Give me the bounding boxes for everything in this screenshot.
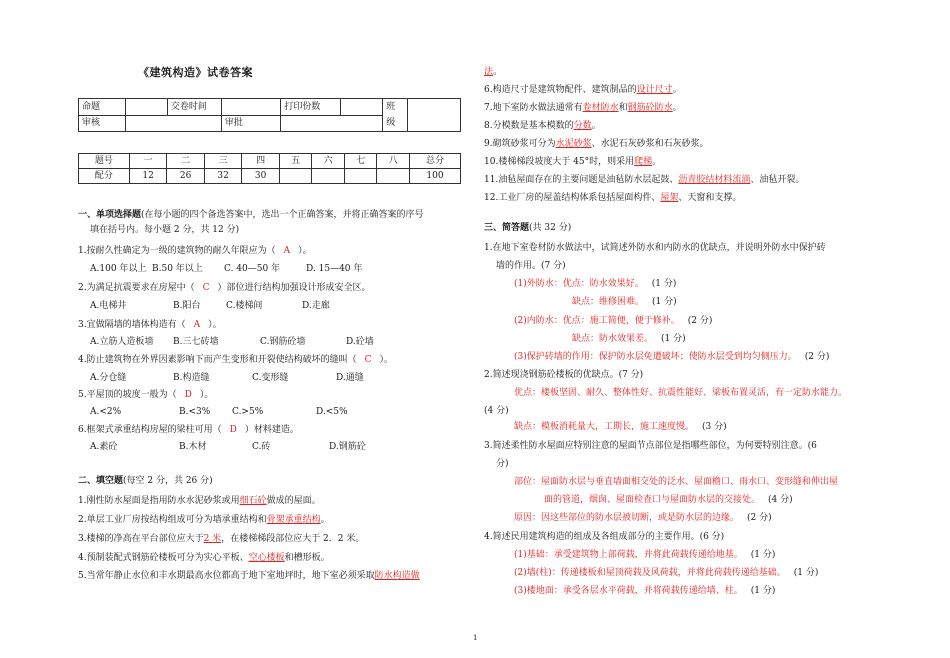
fill-1: 1.刚性防水屋面是指用防水水泥砂浆或用细石砼做成的屋面。: [78, 496, 321, 506]
fill-2: 2.单层工业厂房按结构组成可分为墙承重结构和骨架承重结构。: [78, 515, 330, 525]
question-1: 1.按耐久性确定为一级的建筑物的耐久年限应为（ A ）。: [78, 246, 312, 256]
fill-6: 6.构造尺寸是建筑物配件、建筑制品的设计尺寸。: [484, 85, 682, 95]
score-value-row: 配分 12 26 32 30 100: [79, 169, 461, 184]
answer-4: C: [364, 355, 372, 365]
fill-answer-1: 细石砼: [239, 496, 267, 506]
short-answer-3-line-2: 原因：因这些部位的防水层被切断，或是防水层的边缘。 (2 分): [514, 513, 772, 523]
fill-answer-4: 空心楼板: [248, 553, 285, 563]
score-header-row: 题号 一 二 三 四 五 六 七 八 总分: [79, 154, 461, 169]
short-answer-2-line-1: 优点：楼板坚固、耐久、整体性好、抗震性能好、梁板布置灵活，有一定防水能力。: [514, 388, 848, 398]
fill-answer-11: 沥青胶结材料流淌: [678, 175, 751, 185]
fill-10: 10.楼梯梯段坡度大于 45°时，则采用爬梯。: [484, 157, 662, 167]
score-table: [78, 153, 461, 184]
short-answer-1-line-1: (1)外防水：优点：防水效果好。 (1 分): [514, 279, 677, 289]
fill-5-cont: 法。: [484, 67, 503, 77]
question-2: 2.为满足抗震要求在房屋中（ C ）部位进行结构加强设计形成安全区。: [78, 283, 371, 293]
section1-heading: 一、单项选择题(在每小题的四个备选答案中，选出一个正确答案，并将正确答案的序号: [78, 210, 424, 220]
options-6: A.素砼 B.木材 C.砖 D.钢筋砼: [90, 442, 366, 452]
short-answer-4-line-2: (2)墙(柱)：传递楼板和屋顶荷载及风荷载，并将此荷载传递给基础。 (1 分): [514, 568, 819, 578]
fill-5: 5.当常年静止水位和丰水期最高水位都高于地下室地坪时，地下室必须采取防水构造做: [78, 571, 420, 581]
section3-heading: 三、简答题(共 32 分): [484, 223, 572, 233]
fill-11: 11.油毡屋面存在的主要问题是油毡防水层起鼓、沥青胶结材料流淌、油毡开裂。: [484, 175, 805, 185]
cell-label-jiaojuan: 交卷时间: [167, 99, 221, 116]
short-answer-2-question: 2.简述现浇钢筋砼楼板的优缺点。(7 分): [484, 370, 644, 380]
exam-page: 《建筑构造》试卷答案 命题 交卷时间 打印份数 班 级 审核 审批 题号 一 二 三 四 五 六 七 八 总分 配分 12 26 32 30 100 一、单项选择题(在每小题的四个备选答案中，选出一个正确答案，并将正确答案的序号 填在括号内。每小题 2 分，共 12 分) 1.按耐久性确定为一级的建筑物的耐久年限应为（ A ）。 A.100 年以上 B.50 年以上 C. 40—50 年 D. 15—40 年 2.为满足抗震要求在房屋中（ C ）部位进行结构加强设计形成安全区。 A.电梯井 B.阳台 C.楼梯间 D.走廊 3.宜做隔墙的墙体构造有（ A ）。 A.立筋人造板墙 B.三七砖墙 C.钢筋砼墙 D.砼墙 4.防止建筑物在外界因素影响下而产生变形和开裂使结构破坏的缝叫（ C ）。 A.分仓缝 B.构造缝 C.变形缝 D.通缝 5.平屋顶的坡度一般为（ D ）。 A.<2% B.<3% C.>5% D.<5% 6.框架式承重结构房屋的梁柱可用（ D ）材料建造。 A.素砼 B.木材 C.砖 D.钢筋砼 二、填空题(每空 2 分，共 26 分) 1.刚性防水屋面是指用防水水泥砂浆或用细石砼做成的屋面。 2.单层工业厂房按结构组成可分为墙承重结构和骨架承重结构。 3.楼梯的净高在平台部位应大于2 米，在楼梯梯段部位应大于 2．2 米。 4.预制装配式钢筋砼楼板可分为实心平板、空心楼板和槽形板。 5.当常年静止水位和丰水期最高水位都高于地下室地坪时，地下室必须采取防水构造做 1 法。 6.构造尺寸是建筑物配件、建筑制品的设计尺寸。 7.地下室防水做法通常有卷材防水和钢筋砼防水。 8.分模数是基本模数的分数。 9.砌筑砂浆可分为水泥砂浆、水泥石灰砂浆和石灰砂浆。 10.楼梯梯段坡度大于 45°时，则采用爬梯。 11.油毡屋面存在的主要问题是油毡防水层起鼓、沥青胶结材料流淌、油毡开裂。 12.工业厂房的屋盖结构体系包括屋面构件、屋架、天窗和支撑。 三、简答题(共 32 分) 1.在地下室卷材防水做法中，试简述外防水和内防水的优缺点，并说明外防水中保护砖 墙的作用。(7 分) (1)外防水：优点：防水效果好。 (1 分) 缺点：维修困难。 (1 分) (2)内防水：优点：施工简便，便于修补。 (2 分) 缺点：防水效果差。 (1 分) (3)保护砖墙的作用：保护防水层免遭破坏；使防水层受到均匀侧压力。 (2 分) 2.简述现浇钢筋砼楼板的优缺点。(7 分) 优点：楼板坚固、耐久、整体性好、抗震性能好、梁板布置灵活，有一定防水能力。 (4 分) 缺点：模板消耗量大，工期长，施工速度慢。 (3 分) 3.简述柔性防水屋面应特别注意的屋面节点部位是指哪些部位，为何要特别注意。(6 分) 部位：屋面防水层与垂直墙面相交处的泛水、屋面檐口、雨水口、变形缝和伸出屋 面的管道，烟囱、屋面检查口与屋面防水层的交接处。 (4 分) 原因：因这些部位的防水层被切断，或是防水层的边缘。 (2 分) 4.简述民用建筑构造的组成及各组成部分的主要作用。(6 分) (1)基础：承受建筑物上部荷载，并将此荷载传递给地基。 (1 分) (2)墙(柱)：传递楼板和屋顶荷载及风荷载，并将此荷载传递给基础。 (1 分) (3)楼地面：承受各层水平荷载，并将荷载传递给墙、柱。 (1 分): [78, 66, 848, 642]
fill-answer-7b: 钢筋砼防水: [627, 103, 673, 113]
short-answer-3-line-1: 部位：屋面防水层与垂直墙面相交处的泛水、屋面檐口、雨水口、变形缝和伸出屋: [514, 477, 839, 487]
answer-2: C: [202, 283, 210, 293]
cell-label-dayin: 打印份数: [281, 99, 341, 116]
short-answer-1-question: 1.在地下室卷材防水做法中，试简述外防水和内防水的优缺点，并说明外防水中保护砖: [484, 243, 826, 253]
section2-heading: 二、填空题(每空 2 分，共 26 分): [78, 476, 213, 486]
short-answer-1-line-2: 缺点：维修困难。 (1 分): [572, 297, 677, 307]
options-2: A.电梯井 B.阳台 C.楼梯间 D.走廊: [90, 301, 330, 311]
cell-label-ban: 班: [386, 102, 396, 112]
short-answer-3-question: 3.简述柔性防水屋面应特别注意的屋面节点部位是指哪些部位，为何要特别注意。(6: [484, 441, 817, 451]
fill-7: 7.地下室防水做法通常有卷材防水和钢筋砼防水。: [484, 103, 682, 113]
options-3: A.立筋人造板墙 B.三七砖墙 C.钢筋砼墙 D.砼墙: [90, 337, 374, 347]
answer-6: D: [229, 425, 237, 435]
fill-answer-3: 2 米: [203, 534, 222, 544]
page-number: 1: [473, 634, 478, 642]
short-answer-1-line-5: (3)保护砖墙的作用：保护防水层免遭破坏；使防水层受到均匀侧压力。 (2 分): [514, 352, 830, 362]
fill-answer-5: 防水构造做: [374, 571, 420, 581]
header-table: [78, 98, 461, 132]
fill-9: 9.砌筑砂浆可分为水泥砂浆、水泥石灰砂浆和石灰砂浆。: [484, 139, 709, 149]
cell-label-shenpi: 审批: [221, 115, 281, 132]
options-5: A.<2% B.<3% C.>5% D.<5%: [90, 407, 348, 417]
question-6: 6.框架式承重结构房屋的梁柱可用（ D ）材料建造。: [78, 425, 299, 435]
answer-5: D: [184, 390, 192, 400]
cell-label-ji: 级: [386, 118, 396, 128]
fill-answer-9: 水泥砂浆: [555, 139, 592, 149]
fill-answer-6: 设计尺寸: [636, 85, 673, 95]
answer-3: A: [193, 320, 201, 330]
question-4: 4.防止建筑物在外界因素影响下而产生变形和开裂使结构破坏的缝叫（ C ）。: [78, 355, 393, 365]
options-4: A.分仓缝 B.构造缝 C.变形缝 D.通缝: [90, 373, 364, 383]
question-5: 5.平屋顶的坡度一般为（ D ）。: [78, 390, 214, 400]
fill-answer-10: 爬梯: [634, 157, 653, 167]
short-answer-2-line-2: 缺点：模板消耗量大，工期长，施工速度慢。 (3 分): [514, 422, 727, 432]
fill-answer-7a: 卷材防水: [582, 103, 619, 113]
section1-heading-cont: 填在括号内。每小题 2 分，共 12 分): [90, 225, 240, 235]
question-3: 3.宜做隔墙的墙体构造有（ A ）。: [78, 320, 222, 330]
short-answer-1-line-4: 缺点：防水效果差。 (1 分): [572, 334, 686, 344]
fill-answer-2: 骨架承重结构: [266, 515, 321, 525]
short-answer-4-line-1: (1)基础：承受建筑物上部荷载，并将此荷载传递给地基。 (1 分): [514, 550, 776, 560]
fill-3: 3.楼梯的净高在平台部位应大于2 米，在楼梯梯段部位应大于 2．2 米。: [78, 534, 365, 544]
short-answer-4-question: 4.简述民用建筑构造的组成及各组成部分的主要作用。(6 分): [484, 532, 725, 542]
fill-answer-12: 屋架: [660, 193, 679, 203]
short-answer-3-line-1b: 面的管道，烟囱、屋面检查口与屋面防水层的交接处。 (4 分): [544, 495, 793, 505]
fill-8: 8.分模数是基本模数的分数。: [484, 121, 601, 131]
cell-label-mingti: 命题: [79, 99, 126, 116]
short-answer-1-line-3: (2)内防水：优点：施工简便，便于修补。 (2 分): [514, 316, 713, 326]
page-title: 《建筑构造》试卷答案: [138, 66, 253, 79]
fill-4: 4.预制装配式钢筋砼楼板可分为实心平板、空心楼板和槽形板。: [78, 553, 330, 563]
options-1: A.100 年以上 B.50 年以上 C. 40—50 年 D. 15—40 年: [90, 264, 363, 274]
answer-1: A: [283, 246, 291, 256]
cell-label-shenhe: 审核: [79, 115, 126, 132]
fill-12: 12.工业厂房的屋盖结构体系包括屋面构件、屋架、天窗和支撑。: [484, 193, 742, 203]
short-answer-4-line-3: (3)楼地面：承受各层水平荷载，并将荷载传递给墙、柱。 (1 分): [514, 586, 776, 596]
fill-answer-8: 分数: [573, 121, 592, 131]
